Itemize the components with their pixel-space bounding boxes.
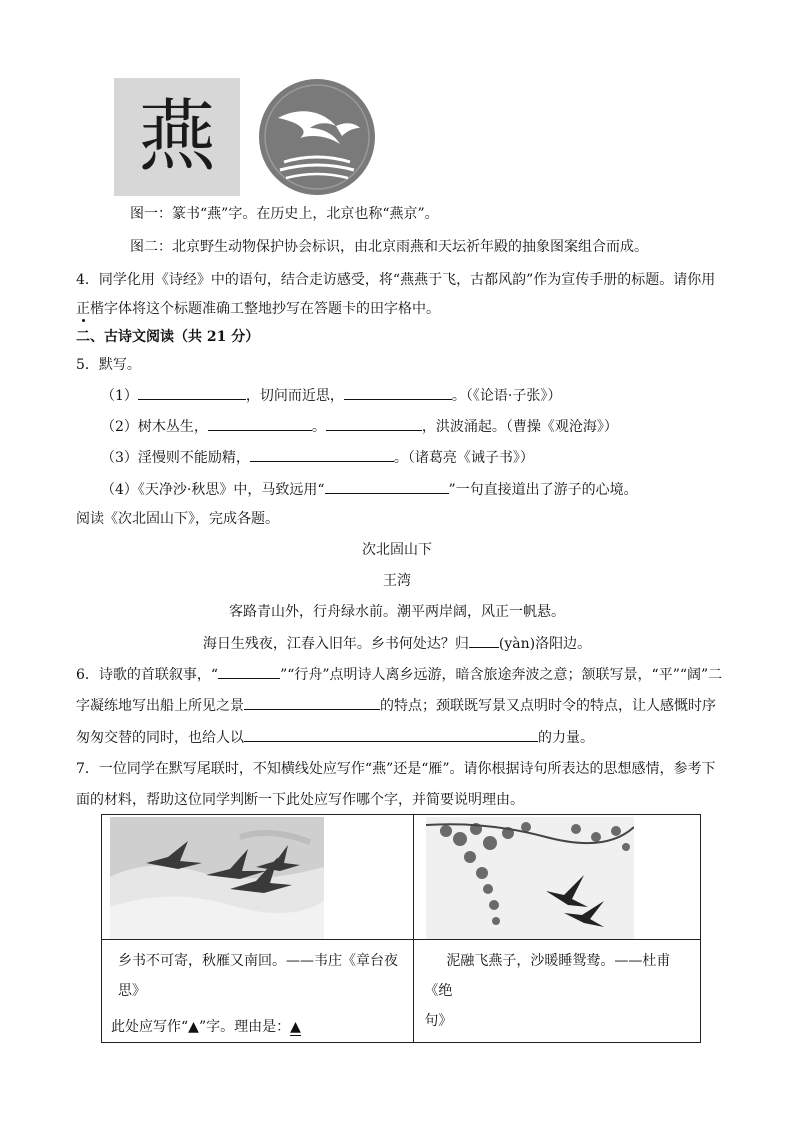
q4-emphasis-char: 正 xyxy=(76,301,90,317)
q6-blank1[interactable] xyxy=(218,664,280,679)
figure2-caption: 图二：北京野生动物保护协会标识，由北京雨燕和天坛祈年殿的抽象图案组合而成。 xyxy=(130,239,648,255)
comparison-table xyxy=(101,814,701,1043)
flying-geese-painting xyxy=(110,817,324,939)
q5-item2-blank1[interactable] xyxy=(208,416,312,431)
q5-item2: （2）树木丛生， 。 ，洪波涌起。（曹操《观沧海》） xyxy=(101,416,618,437)
q6-blank3[interactable] xyxy=(244,727,538,742)
reading-intro: 阅读《次北固山下》，完成各题。 xyxy=(76,511,279,527)
quote-dufu-line2: 句》 xyxy=(424,1013,453,1029)
figure-seal-character xyxy=(114,78,240,196)
q4-line2 xyxy=(76,299,440,319)
figure-association-logo xyxy=(258,78,376,196)
answer-placeholder-reason[interactable]: ▲ xyxy=(290,1019,301,1035)
answer-placeholder-char[interactable]: ▲ xyxy=(188,1019,199,1035)
q4-line1: 4．同学化用《诗经》中的语句，结合走访感受，将“燕燕于飞，古都风韵”作为宣传手册的标题。请你用 xyxy=(76,272,716,288)
quote-weizhuang-line1: 乡书不可寄，秋雁又南回。——韦庄《章台夜 xyxy=(118,953,398,969)
q4-line2-rest: 楷字体将这个标题准确工整地抄写在答题卡的田字格中。 xyxy=(90,301,440,317)
seal-character-glyph: 燕 xyxy=(137,92,216,182)
q5-item1-blank1[interactable] xyxy=(138,385,246,400)
quote-dufu-line1: 泥融飞燕子，沙暖睡鸳鸯。——杜甫《绝 xyxy=(424,953,671,999)
quote-weizhuang-line2: 思》 xyxy=(118,983,146,999)
table-text-cell-right xyxy=(414,940,701,1043)
q6-blank2[interactable] xyxy=(244,695,380,710)
q5-item4: （4）《天净沙·秋思》中，马致远用“ ”一句直接道出了游子的心境。 xyxy=(101,479,638,500)
section2-title: 二、古诗文阅读（共 21 分） xyxy=(76,329,260,345)
swift-temple-logo-icon xyxy=(258,78,376,196)
table-image-cell-geese xyxy=(102,815,414,940)
poem-line1: 客路青山外，行舟绿水前。潮平两岸阔，风正一帆悬。 xyxy=(229,604,565,620)
q6-line1: 6．诗歌的首联叙事，“ ”“行舟”点明诗人离乡远游，暗含旅途奔波之意；颔联写景，“平”“阔”二 xyxy=(76,664,722,685)
q5-label: 5．默写。 xyxy=(76,357,141,373)
poem-line2: 海日生残夜，江春入旧年。乡书何处达？归 (yàn)洛阳边。 xyxy=(0,633,794,654)
q7-line2: 面的材料，帮助这位同学判断一下此处应写作哪个字，并简要说明理由。 xyxy=(76,792,524,808)
poem-blank[interactable] xyxy=(469,633,499,648)
q5-item4-blank[interactable] xyxy=(325,479,449,494)
wisteria-swallows-painting xyxy=(426,817,634,939)
figure1-caption: 图一：篆书“燕”字。在历史上，北京也称“燕京”。 xyxy=(130,206,439,222)
q7-line1: 7．一位同学在默写尾联时，不知横线处应写作“燕”还是“雁”。请你根据诗句所表达的思想感情，参考下 xyxy=(76,761,716,777)
poem-author: 王湾 xyxy=(383,573,411,589)
q6-line2: 字凝练地写出船上所见之景 的特点；颈联既写景又点明时令的特点，让人感慨时序 xyxy=(76,695,716,716)
q5-item2-blank2[interactable] xyxy=(326,416,422,431)
q5-item1: （1） ，切问而近思， 。（《论语·子张》） xyxy=(101,385,561,406)
q6-line3: 匆匆交替的同时，也给人以 的力量。 xyxy=(76,727,594,748)
table-image-cell-swallows xyxy=(414,815,701,940)
q5-item1-blank2[interactable] xyxy=(344,385,452,400)
poem-title: 次北固山下 xyxy=(362,542,432,558)
q7-answer-line: 此处应写作“▲”字。理由是：▲ xyxy=(111,1019,301,1035)
q5-item3: （3）淫慢则不能励精， 。（诸葛亮《诫子书》） xyxy=(101,447,534,468)
q5-item3-blank[interactable] xyxy=(250,447,394,462)
